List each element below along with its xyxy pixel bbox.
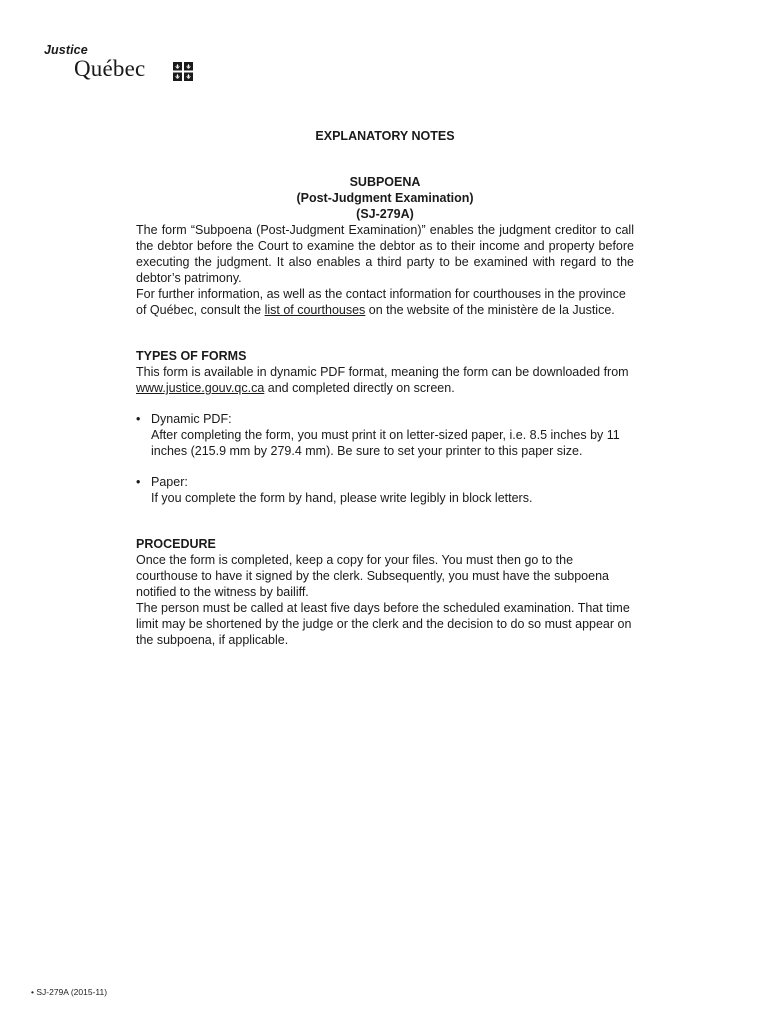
justice-website-link[interactable]: www.justice.gouv.qc.ca — [136, 381, 265, 395]
courthouses-list-link[interactable]: list of courthouses — [264, 303, 366, 317]
document-body — [136, 128, 634, 648]
intro-paragraph-1: The form “Subpoena (Post-Judgment Examination)” enables the judgment creditor to call the debtor before the Court to examine the debtor as to their income and property before executing the judgment. It also enables a third party to be examined with regard to the debtor’s patrimony. — [136, 223, 634, 285]
page-title: EXPLANATORY NOTES — [315, 129, 455, 143]
procedure-paragraph-1: Once the form is completed, keep a copy for your files. You must then go to the courthouse to have it signed by the clerk. Subsequently, you must have the subpoena notified to the witness by bailiff. — [136, 553, 609, 599]
form-subtitle — [136, 174, 634, 222]
logo-justice-text: Justice — [44, 43, 88, 57]
subtitle-line-3: (SJ-279A) — [356, 207, 414, 221]
subtitle-line-2: (Post-Judgment Examination) — [296, 191, 474, 205]
form-code-footer: • SJ-279A (2015-11) — [31, 987, 108, 997]
bullet-paper — [136, 474, 634, 490]
dynamic-pdf-instructions: After completing the form, you must print it on letter-sized paper, i.e. 8.5 inches by 11 inches (215.9 mm by 279.4 mm). Be sure to set your printer to this paper size. — [151, 428, 620, 458]
intro-paragraph-2 — [136, 286, 634, 318]
justice-quebec-logo — [44, 43, 204, 85]
intro-p2-text-before: For further information, as well as the contact information for courthouses in the province of Québec, consult the — [136, 287, 626, 317]
bullet-dot: • — [136, 412, 141, 426]
logo-quebec-text: Québec — [74, 56, 146, 81]
bullet-paper-label: Paper: — [151, 475, 188, 489]
types-paragraph — [136, 364, 634, 396]
intro-p2-text-after: on the website of the ministère de la Justice. — [365, 303, 615, 317]
procedure-paragraph-2: The person must be called at least five days before the scheduled examination. That time limit may be shortened by the judge or the clerk and the decision to do so must appear on the subpoena, if applicable. — [136, 601, 632, 647]
paper-instructions: If you complete the form by hand, please write legibly in block letters. — [151, 491, 533, 505]
types-p1-text-before: This form is available in dynamic PDF format, meaning the form can be downloaded from — [136, 365, 629, 379]
procedure-heading: PROCEDURE — [136, 537, 216, 551]
bullet-dynamic-pdf-label: Dynamic PDF: — [151, 412, 232, 426]
bullet-dot: • — [136, 475, 141, 489]
quebec-flag-icon — [173, 62, 193, 81]
bullet-dynamic-pdf — [136, 411, 634, 427]
subtitle-line-1: SUBPOENA — [349, 175, 421, 189]
types-of-forms-heading: TYPES OF FORMS — [136, 349, 247, 363]
types-p1-text-after: and completed directly on screen. — [264, 381, 455, 395]
